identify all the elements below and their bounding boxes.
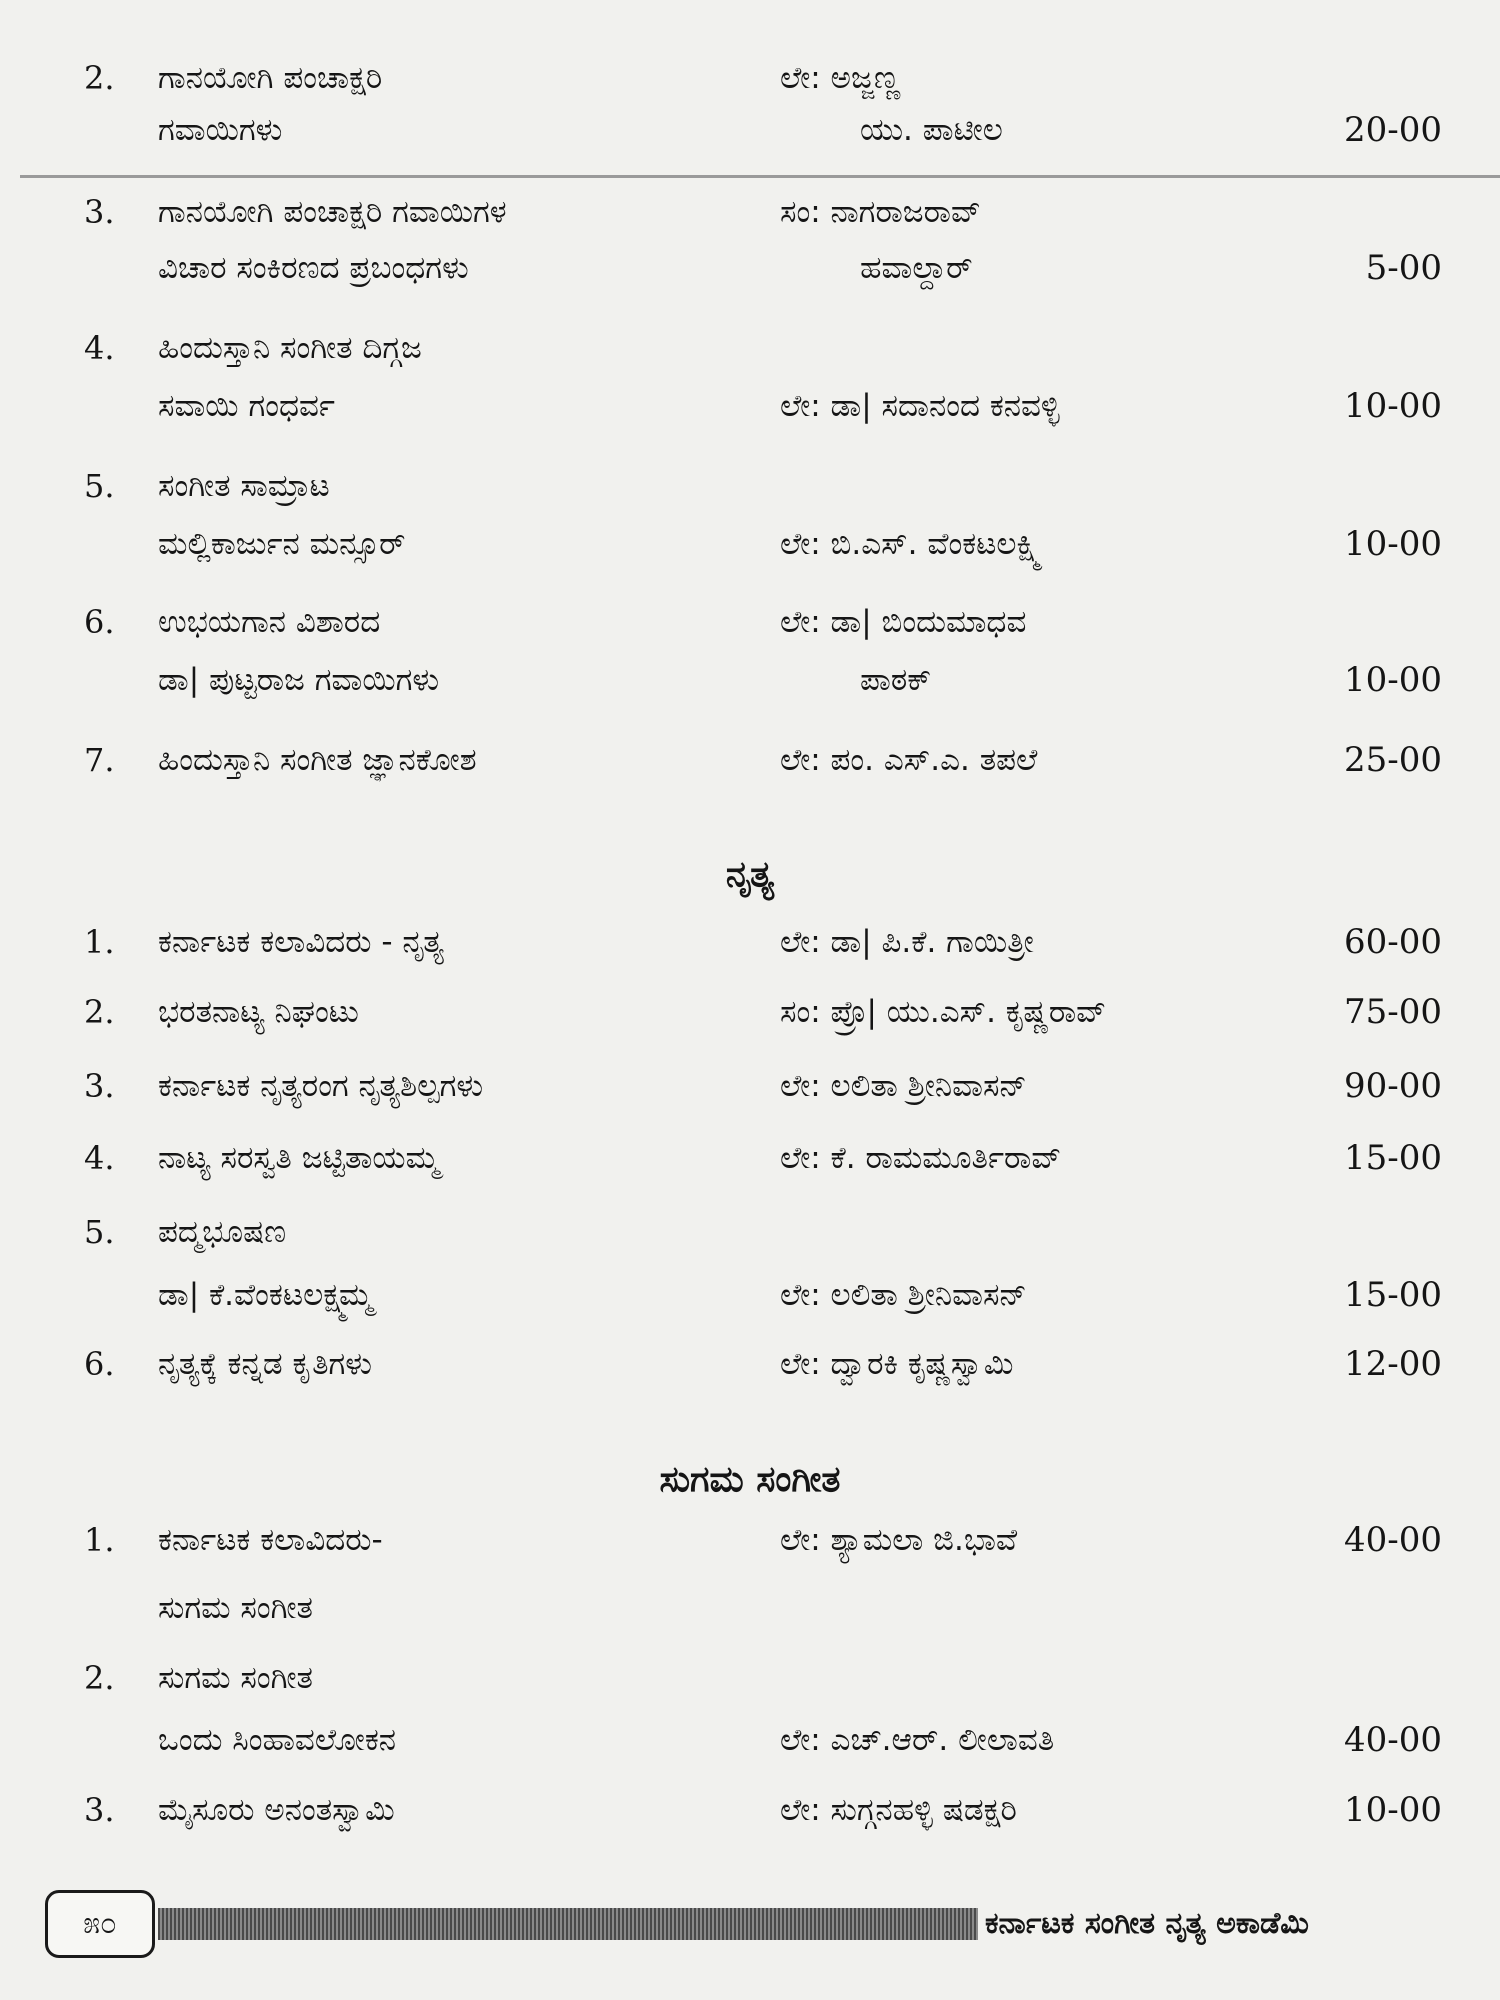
- list-item: [0, 912, 1500, 972]
- book-price: 15-00: [1343, 1138, 1442, 1178]
- list-item: [0, 982, 1500, 1042]
- book-title: ಸುಗಮ ಸಂಗೀತ: [158, 1660, 313, 1696]
- book-price: 10-00: [1343, 1790, 1442, 1830]
- book-author: ಸಂ: ನಾಗರಾಜರಾವ್: [780, 194, 981, 230]
- book-title: ಕರ್ನಾಟಕ ಕಲಾವಿದರು-: [158, 1522, 383, 1558]
- item-number: 3.: [84, 1791, 115, 1829]
- list-item: [0, 456, 1500, 516]
- section-heading-dance: ನೃತ್ಯ: [725, 854, 775, 895]
- list-item: [0, 318, 1500, 378]
- book-author: ಲೇ: ಕೆ. ರಾಮಮೂರ್ತಿರಾವ್: [780, 1140, 1062, 1176]
- book-title: ಉಭಯಗಾನ ವಿಶಾರದ: [158, 604, 381, 640]
- book-price: 10-00: [1343, 386, 1442, 426]
- book-author: ಲೇ: ಬಿ.ಎಸ್. ವೆಂಕಟಲಕ್ಷ್ಮಿ: [780, 526, 1043, 562]
- list-item: [0, 1780, 1500, 1840]
- book-price: 40-00: [1343, 1720, 1442, 1760]
- book-author: ಲೇ: ದ್ವಾರಕಿ ಕೃಷ್ಣಸ್ವಾಮಿ: [780, 1346, 1014, 1382]
- list-item: [0, 48, 1500, 108]
- item-number: 1.: [84, 1521, 115, 1559]
- item-number: 1.: [84, 923, 115, 961]
- book-title: ಪದ್ಮಭೂಷಣ: [158, 1214, 287, 1250]
- book-title: ನೃತ್ಯಕ್ಕೆ ಕನ್ನಡ ಕೃತಿಗಳು: [158, 1346, 372, 1382]
- book-author-line2: ಹವಾಲ್ದಾರ್: [860, 250, 973, 286]
- book-title: ಹಿಂದುಸ್ತಾನಿ ಸಂಗೀತ ಜ್ಞಾನಕೋಶ: [158, 742, 477, 778]
- book-title-line2: ಸವಾಯಿ ಗಂಧರ್ವ: [158, 388, 335, 424]
- list-item: [0, 592, 1500, 652]
- book-price: 40-00: [1343, 1520, 1442, 1560]
- book-title-line2: ಗವಾಯಿಗಳು: [158, 112, 283, 148]
- book-title: ಭರತನಾಟ್ಯ ನಿಘಂಟು: [158, 994, 359, 1030]
- list-item: [0, 1510, 1500, 1570]
- book-title: ಗಾನಯೋಗಿ ಪಂಚಾಕ್ಷರಿ: [158, 60, 383, 96]
- item-number: 3.: [84, 1067, 115, 1105]
- book-title-line2: ವಿಚಾರ ಸಂಕಿರಣದ ಪ್ರಬಂಧಗಳು: [158, 250, 469, 286]
- item-number: 3.: [84, 193, 115, 231]
- item-number: 6.: [84, 603, 115, 641]
- item-number: 2.: [84, 59, 115, 97]
- item-number: 2.: [84, 993, 115, 1031]
- item-number: 4.: [84, 1139, 115, 1177]
- list-item: [0, 1056, 1500, 1116]
- divider: [20, 175, 1500, 178]
- item-number: 5.: [84, 467, 115, 505]
- book-author: ಲೇ: ಡಾ| ಪಿ.ಕೆ. ಗಾಯಿತ್ರೀ: [780, 924, 1034, 960]
- book-price: 12-00: [1343, 1344, 1442, 1384]
- book-title-line2: ಡಾ| ಪುಟ್ಟರಾಜ ಗವಾಯಿಗಳು: [158, 662, 440, 698]
- book-title-line2: ಸುಗಮ ಸಂಗೀತ: [158, 1590, 313, 1626]
- book-price: 5-00: [1365, 248, 1442, 288]
- list-item: [0, 182, 1500, 242]
- item-number: 4.: [84, 329, 115, 367]
- book-author: ಲೇ: ಶ್ಯಾಮಲಾ ಜಿ.ಭಾವೆ: [780, 1522, 1018, 1558]
- book-title-line2: ಒಂದು ಸಿಂಹಾವಲೋಕನ: [158, 1722, 397, 1758]
- footer-decorative-bar: [158, 1908, 978, 1940]
- book-author-line2: ಪಾಠಕ್: [860, 662, 932, 698]
- book-author: ಲೇ: ಡಾ| ಬಿಂದುಮಾಧವ: [780, 604, 1027, 640]
- item-number: 7.: [84, 741, 115, 779]
- book-title: ಸಂಗೀತ ಸಾಮ್ರಾಟ: [158, 468, 330, 504]
- list-item-continued: [0, 650, 1500, 710]
- list-item: [0, 1648, 1500, 1708]
- book-title-line2: ಡಾ| ಕೆ.ವೆಂಕಟಲಕ್ಷ್ಮಮ್ಮ: [158, 1277, 373, 1313]
- book-price: 10-00: [1343, 660, 1442, 700]
- publisher-name: ಕರ್ನಾಟಕ ಸಂಗೀತ ನೃತ್ಯ ಅಕಾಡೆಮಿ: [985, 1906, 1309, 1941]
- book-title: ಮೈಸೂರು ಅನಂತಸ್ವಾಮಿ: [158, 1792, 395, 1828]
- item-number: 2.: [84, 1659, 115, 1697]
- book-author: ಸಂ: ಪ್ರೊ| ಯು.ಎಸ್. ಕೃಷ್ಣರಾವ್: [780, 994, 1107, 1030]
- list-item: [0, 730, 1500, 790]
- book-author: ಲೇ: ಲಲಿತಾ ಶ್ರೀನಿವಾಸನ್: [780, 1277, 1027, 1313]
- list-item-continued: [0, 514, 1500, 574]
- book-author: ಲೇ: ಸುಗ್ಗನಹಳ್ಳಿ ಷಡಕ್ಷರಿ: [780, 1792, 1017, 1828]
- list-item-continued: [0, 1710, 1500, 1770]
- book-title: ಕರ್ನಾಟಕ ಕಲಾವಿದರು - ನೃತ್ಯ: [158, 924, 444, 960]
- list-item-continued: [0, 100, 1500, 160]
- section-heading-light-music: ಸುಗಮ ಸಂಗೀತ: [659, 1459, 841, 1500]
- item-number: 5.: [84, 1213, 115, 1251]
- book-price: 60-00: [1343, 922, 1442, 962]
- book-title: ನಾಟ್ಯ ಸರಸ್ವತಿ ಜಟ್ಟಿತಾಯಮ್ಮ: [158, 1140, 440, 1176]
- list-item-continued: [0, 1578, 1500, 1638]
- list-item-continued: [0, 1265, 1500, 1325]
- list-item: [0, 1334, 1500, 1394]
- book-title: ಕರ್ನಾಟಕ ನೃತ್ಯರಂಗ ನೃತ್ಯಶಿಲ್ಪಗಳು: [158, 1068, 484, 1104]
- book-price: 10-00: [1343, 524, 1442, 564]
- book-price: 25-00: [1343, 740, 1442, 780]
- book-author-line2: ಯು. ಪಾಟೀಲ: [860, 112, 1003, 148]
- book-author: ಲೇ: ಎಚ್.ಆರ್. ಲೀಲಾವತಿ: [780, 1722, 1055, 1758]
- item-number: 6.: [84, 1345, 115, 1383]
- book-author: ಲೇ: ಅಜ್ಜಣ್ಣ: [780, 60, 901, 96]
- list-item: [0, 1202, 1500, 1262]
- book-author: ಲೇ: ಲಲಿತಾ ಶ್ರೀನಿವಾಸನ್: [780, 1068, 1027, 1104]
- list-item: [0, 1128, 1500, 1188]
- book-title: ಗಾನಯೋಗಿ ಪಂಚಾಕ್ಷರಿ ಗವಾಯಿಗಳ: [158, 194, 507, 230]
- page-number: ೫೦: [45, 1890, 155, 1958]
- book-title-line2: ಮಲ್ಲಿಕಾರ್ಜುನ ಮನ್ಸೂರ್: [158, 526, 406, 562]
- page-footer: [0, 1890, 1500, 1960]
- book-price: 90-00: [1343, 1066, 1442, 1106]
- book-price: 75-00: [1343, 992, 1442, 1032]
- book-author: ಲೇ: ಪಂ. ಎಸ್.ಎ. ತಪಲೆ: [780, 742, 1038, 778]
- book-price: 15-00: [1343, 1275, 1442, 1315]
- list-item-continued: [0, 376, 1500, 436]
- book-author: ಲೇ: ಡಾ| ಸದಾನಂದ ಕನವಳ್ಳಿ: [780, 388, 1060, 424]
- book-price: 20-00: [1343, 110, 1442, 150]
- list-item-continued: [0, 238, 1500, 298]
- book-title: ಹಿಂದುಸ್ತಾನಿ ಸಂಗೀತ ದಿಗ್ಗಜ: [158, 330, 422, 366]
